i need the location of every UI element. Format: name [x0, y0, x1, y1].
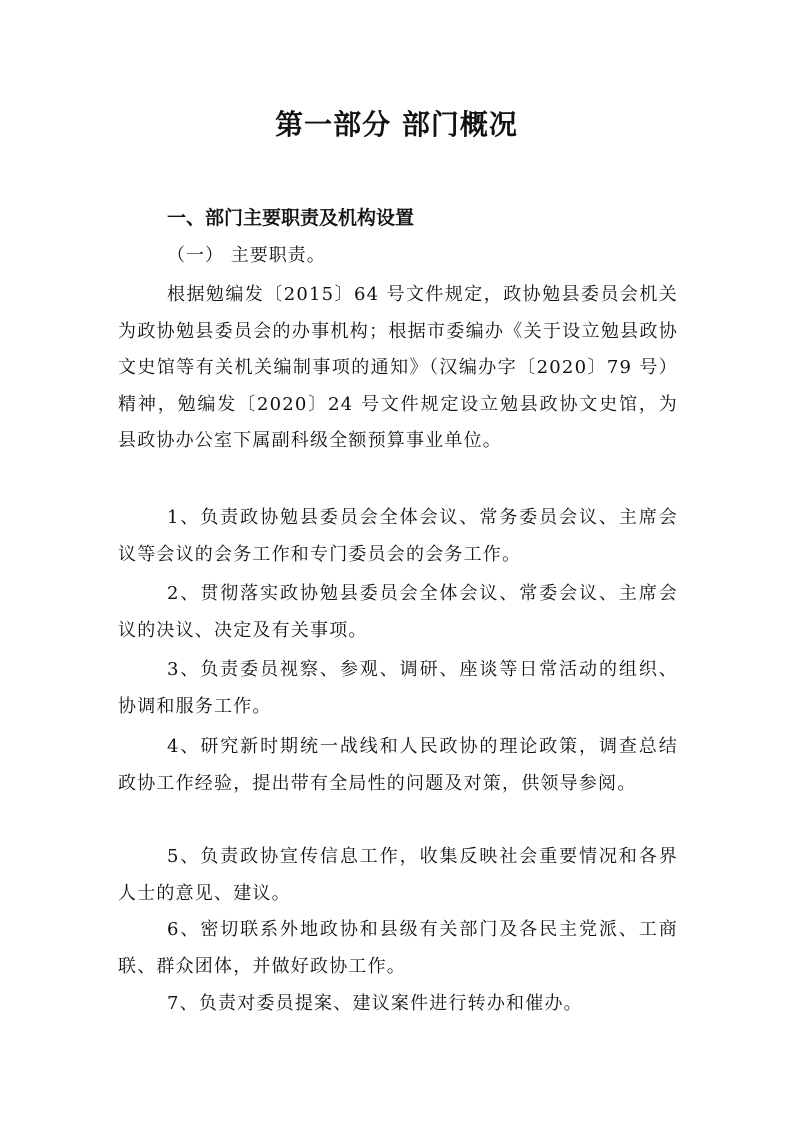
paragraph-duty-3: 3、负责委员视察、参观、调研、座谈等日常活动的组织、协调和服务工作。	[118, 659, 678, 717]
page-title: 第一部分 部门概况	[275, 108, 518, 141]
paragraph-intro: 根据勉编发〔2015〕64 号文件规定，政协勉县委员会机关为政协勉县委员会的办事机构；根据市委编办《关于设立勉县政协文史馆等有关机关编制事项的通知》（汉编办字〔2020〕79 号）精神，勉编发〔2020〕24 号文件规定设立勉县政协文史馆，为县政协办公室下属副科级全额预算事业单位。	[118, 284, 678, 452]
paragraph-duty-6: 6、密切联系外地政协和县级有关部门及各民主党派、工商联、群众团体，并做好政协工作。	[118, 919, 678, 977]
paragraph-duty-2: 2、贯彻落实政协勉县委员会全体会议、常委会议、主席会议的决议、决定及有关事项。	[118, 583, 678, 641]
section-heading: 一、部门主要职责及机构设置	[167, 207, 415, 229]
paragraph-duty-1: 1、负责政协勉县委员会全体会议、常务委员会议、主席会议等会议的会务工作和专门委员会的会务工作。	[118, 507, 678, 565]
paragraph-duty-7: 7、负责对委员提案、建议案件进行转办和催办。	[167, 993, 583, 1014]
subsection-heading: （一） 主要职责。	[167, 245, 326, 266]
paragraph-duty-5: 5、负责政协宣传信息工作，收集反映社会重要情况和各界人士的意见、建议。	[118, 846, 678, 904]
paragraph-duty-4: 4、研究新时期统一战线和人民政协的理论政策，调查总结政协工作经验，提出带有全局性的问题及对策，供领导参阅。	[118, 736, 678, 794]
